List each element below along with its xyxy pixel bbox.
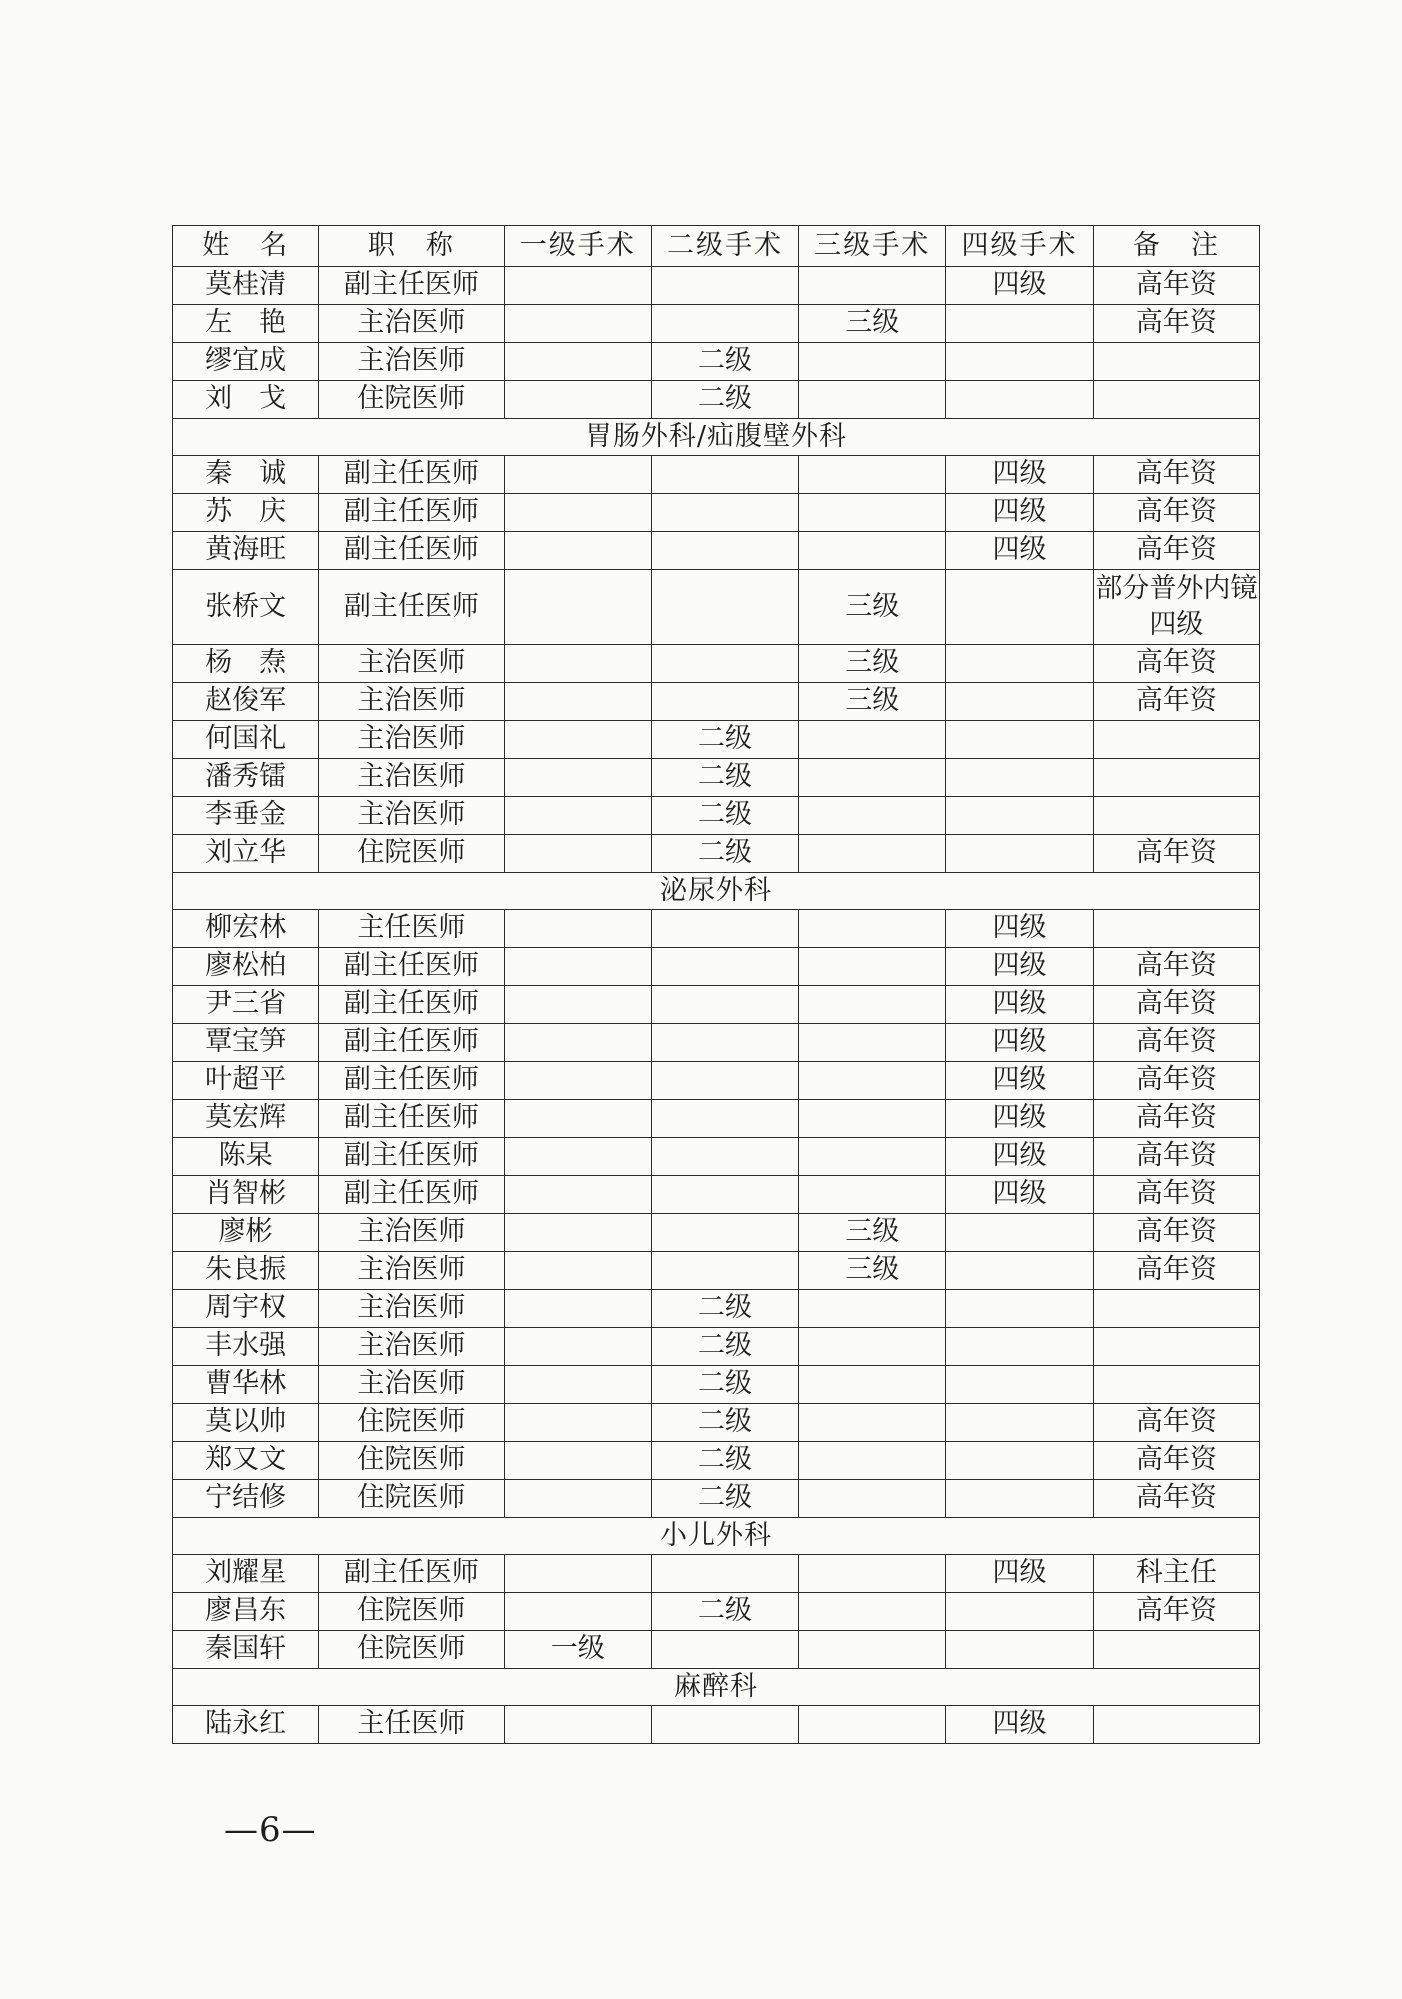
page-number: —6—	[224, 1810, 317, 1850]
header-title: 职 称	[319, 226, 504, 267]
title-cell: 住院医师	[319, 1480, 504, 1518]
level-2-cell	[651, 910, 798, 948]
title-cell: 住院医师	[319, 835, 504, 873]
table-row	[173, 1024, 1260, 1062]
level-3-cell: 三级	[799, 683, 946, 721]
level-1-cell	[504, 1100, 651, 1138]
level-1-cell	[504, 381, 651, 419]
level-1-cell	[504, 797, 651, 835]
title-cell: 副主任医师	[319, 456, 504, 494]
level-4-cell	[946, 305, 1093, 343]
name-cell: 丰水强	[173, 1328, 319, 1366]
title-cell: 主治医师	[319, 759, 504, 797]
title-cell: 主治医师	[319, 797, 504, 835]
name-cell: 柳宏林	[173, 910, 319, 948]
table-row	[173, 570, 1260, 645]
title-cell: 住院医师	[319, 1593, 504, 1631]
level-2-cell	[651, 948, 798, 986]
level-1-cell	[504, 1442, 651, 1480]
level-2-cell	[651, 645, 798, 683]
table-row	[173, 305, 1260, 343]
level-2-cell: 二级	[651, 343, 798, 381]
note-cell	[1093, 1706, 1259, 1744]
name-cell: 宁结修	[173, 1480, 319, 1518]
title-cell: 主治医师	[319, 1290, 504, 1328]
note-cell: 高年资	[1093, 1214, 1259, 1252]
note-cell: 高年资	[1093, 267, 1259, 305]
level-1-cell	[504, 683, 651, 721]
table-row	[173, 267, 1260, 305]
level-2-cell	[651, 532, 798, 570]
level-1-cell	[504, 494, 651, 532]
level-4-cell	[946, 343, 1093, 381]
table-row	[173, 1593, 1260, 1631]
level-4-cell	[946, 1366, 1093, 1404]
level-3-cell	[799, 986, 946, 1024]
level-2-cell	[651, 1555, 798, 1593]
level-1-cell	[504, 532, 651, 570]
level-1-cell	[504, 1328, 651, 1366]
level-3-cell	[799, 1138, 946, 1176]
level-3-cell: 三级	[799, 645, 946, 683]
note-cell	[1093, 759, 1259, 797]
note-cell: 高年资	[1093, 948, 1259, 986]
level-1-cell	[504, 835, 651, 873]
section-title: 麻醉科	[173, 1669, 1260, 1706]
note-cell: 高年资	[1093, 1442, 1259, 1480]
level-2-cell	[651, 1062, 798, 1100]
surgeon-authorization-table	[172, 225, 1260, 1744]
title-cell: 副主任医师	[319, 1138, 504, 1176]
level-2-cell	[651, 1138, 798, 1176]
table-row	[173, 532, 1260, 570]
table-row	[173, 683, 1260, 721]
level-4-cell: 四级	[946, 532, 1093, 570]
level-4-cell	[946, 721, 1093, 759]
level-1-cell	[504, 343, 651, 381]
note-cell: 高年资	[1093, 1100, 1259, 1138]
level-3-cell: 三级	[799, 570, 946, 645]
level-2-cell: 二级	[651, 1290, 798, 1328]
name-cell: 张桥文	[173, 570, 319, 645]
level-3-cell: 三级	[799, 1252, 946, 1290]
name-cell: 刘 戈	[173, 381, 319, 419]
title-cell: 主任医师	[319, 1706, 504, 1744]
table-row	[173, 1631, 1260, 1669]
level-3-cell	[799, 910, 946, 948]
title-cell: 副主任医师	[319, 267, 504, 305]
title-cell: 副主任医师	[319, 1176, 504, 1214]
name-cell: 陈杲	[173, 1138, 319, 1176]
level-4-cell	[946, 1631, 1093, 1669]
title-cell: 主任医师	[319, 910, 504, 948]
level-2-cell	[651, 305, 798, 343]
name-cell: 廖昌东	[173, 1593, 319, 1631]
note-cell	[1093, 1290, 1259, 1328]
table-row	[173, 1214, 1260, 1252]
name-cell: 莫宏辉	[173, 1100, 319, 1138]
level-1-cell	[504, 1252, 651, 1290]
level-1-cell	[504, 1555, 651, 1593]
level-4-cell: 四级	[946, 456, 1093, 494]
title-cell: 住院医师	[319, 1631, 504, 1669]
name-cell: 何国礼	[173, 721, 319, 759]
table-row	[173, 456, 1260, 494]
level-3-cell	[799, 1593, 946, 1631]
table-row	[173, 1366, 1260, 1404]
note-cell	[1093, 343, 1259, 381]
note-cell: 高年资	[1093, 1062, 1259, 1100]
title-cell: 主治医师	[319, 721, 504, 759]
level-2-cell	[651, 1214, 798, 1252]
level-3-cell	[799, 1480, 946, 1518]
note-cell: 高年资	[1093, 456, 1259, 494]
level-4-cell	[946, 683, 1093, 721]
title-cell: 副主任医师	[319, 986, 504, 1024]
level-2-cell: 二级	[651, 1366, 798, 1404]
table-row	[173, 1404, 1260, 1442]
name-cell: 朱良振	[173, 1252, 319, 1290]
note-cell: 高年资	[1093, 1176, 1259, 1214]
level-2-cell: 二级	[651, 1442, 798, 1480]
level-3-cell	[799, 759, 946, 797]
level-2-cell: 二级	[651, 721, 798, 759]
title-cell: 住院医师	[319, 381, 504, 419]
level-4-cell	[946, 1290, 1093, 1328]
table-row	[173, 948, 1260, 986]
level-1-cell	[504, 570, 651, 645]
level-4-cell: 四级	[946, 948, 1093, 986]
level-2-cell: 二级	[651, 759, 798, 797]
table-row	[173, 1555, 1260, 1593]
level-3-cell	[799, 721, 946, 759]
level-4-cell	[946, 759, 1093, 797]
level-2-cell: 二级	[651, 797, 798, 835]
note-cell: 高年资	[1093, 645, 1259, 683]
table-row	[173, 343, 1260, 381]
level-3-cell	[799, 456, 946, 494]
level-2-cell	[651, 570, 798, 645]
header-level-4: 四级手术	[946, 226, 1093, 267]
title-cell: 主治医师	[319, 343, 504, 381]
note-cell: 高年资	[1093, 835, 1259, 873]
level-3-cell	[799, 494, 946, 532]
level-1-cell	[504, 1214, 651, 1252]
level-3-cell	[799, 1555, 946, 1593]
level-2-cell	[651, 494, 798, 532]
level-1-cell	[504, 267, 651, 305]
name-cell: 秦 诚	[173, 456, 319, 494]
note-cell: 高年资	[1093, 986, 1259, 1024]
title-cell: 副主任医师	[319, 570, 504, 645]
note-cell: 高年资	[1093, 1252, 1259, 1290]
level-4-cell	[946, 645, 1093, 683]
level-1-cell	[504, 1062, 651, 1100]
level-4-cell	[946, 1593, 1093, 1631]
section-header-row	[173, 873, 1260, 910]
name-cell: 莫以帅	[173, 1404, 319, 1442]
level-3-cell	[799, 343, 946, 381]
table-row	[173, 1176, 1260, 1214]
header-note: 备 注	[1093, 226, 1259, 267]
level-4-cell	[946, 1328, 1093, 1366]
table-row	[173, 645, 1260, 683]
title-cell: 主治医师	[319, 683, 504, 721]
level-3-cell	[799, 1442, 946, 1480]
title-cell: 副主任医师	[319, 532, 504, 570]
table-row	[173, 1252, 1260, 1290]
level-3-cell	[799, 797, 946, 835]
level-3-cell	[799, 948, 946, 986]
table-header-row	[173, 226, 1260, 267]
level-4-cell: 四级	[946, 986, 1093, 1024]
note-cell: 高年资	[1093, 305, 1259, 343]
table-row	[173, 721, 1260, 759]
level-1-cell	[504, 1593, 651, 1631]
title-cell: 主治医师	[319, 1366, 504, 1404]
level-4-cell	[946, 1442, 1093, 1480]
name-cell: 郑又文	[173, 1442, 319, 1480]
note-cell	[1093, 721, 1259, 759]
header-level-1: 一级手术	[504, 226, 651, 267]
name-cell: 陆永红	[173, 1706, 319, 1744]
level-1-cell	[504, 1366, 651, 1404]
name-cell: 苏 庆	[173, 494, 319, 532]
name-cell: 刘耀星	[173, 1555, 319, 1593]
title-cell: 主治医师	[319, 1252, 504, 1290]
level-2-cell: 二级	[651, 1593, 798, 1631]
note-cell	[1093, 1328, 1259, 1366]
table-row	[173, 1480, 1260, 1518]
level-2-cell: 二级	[651, 1480, 798, 1518]
name-cell: 周宇权	[173, 1290, 319, 1328]
level-1-cell	[504, 910, 651, 948]
level-1-cell	[504, 721, 651, 759]
level-2-cell	[651, 1100, 798, 1138]
level-2-cell	[651, 1631, 798, 1669]
name-cell: 潘秀镭	[173, 759, 319, 797]
level-4-cell	[946, 835, 1093, 873]
level-4-cell	[946, 570, 1093, 645]
level-3-cell	[799, 1024, 946, 1062]
level-3-cell: 三级	[799, 1214, 946, 1252]
level-1-cell	[504, 1706, 651, 1744]
level-1-cell	[504, 1024, 651, 1062]
table-row	[173, 797, 1260, 835]
section-title: 胃肠外科/疝腹壁外科	[173, 419, 1260, 456]
level-1-cell	[504, 1176, 651, 1214]
note-cell	[1093, 1631, 1259, 1669]
table-body	[173, 267, 1260, 1744]
level-3-cell: 三级	[799, 305, 946, 343]
table-row	[173, 1328, 1260, 1366]
level-1-cell	[504, 1138, 651, 1176]
table-row	[173, 759, 1260, 797]
level-2-cell	[651, 683, 798, 721]
level-4-cell: 四级	[946, 267, 1093, 305]
level-1-cell: 一级	[504, 1631, 651, 1669]
level-4-cell: 四级	[946, 1706, 1093, 1744]
level-4-cell: 四级	[946, 494, 1093, 532]
table-row	[173, 1442, 1260, 1480]
name-cell: 刘立华	[173, 835, 319, 873]
level-1-cell	[504, 948, 651, 986]
title-cell: 主治医师	[319, 1328, 504, 1366]
level-3-cell	[799, 1706, 946, 1744]
table-row	[173, 986, 1260, 1024]
title-cell: 主治医师	[319, 645, 504, 683]
name-cell: 廖彬	[173, 1214, 319, 1252]
title-cell: 主治医师	[319, 1214, 504, 1252]
level-3-cell	[799, 1290, 946, 1328]
level-4-cell: 四级	[946, 1100, 1093, 1138]
table-row	[173, 1100, 1260, 1138]
section-title: 小儿外科	[173, 1518, 1260, 1555]
level-2-cell: 二级	[651, 835, 798, 873]
level-2-cell	[651, 267, 798, 305]
level-3-cell	[799, 532, 946, 570]
level-3-cell	[799, 381, 946, 419]
level-2-cell	[651, 986, 798, 1024]
name-cell: 莫桂清	[173, 267, 319, 305]
level-3-cell	[799, 1062, 946, 1100]
level-4-cell: 四级	[946, 1062, 1093, 1100]
level-2-cell: 二级	[651, 381, 798, 419]
note-cell	[1093, 797, 1259, 835]
level-2-cell: 二级	[651, 1328, 798, 1366]
level-1-cell	[504, 456, 651, 494]
note-cell	[1093, 381, 1259, 419]
title-cell: 副主任医师	[319, 948, 504, 986]
level-4-cell	[946, 1404, 1093, 1442]
note-cell: 高年资	[1093, 532, 1259, 570]
name-cell: 左 艳	[173, 305, 319, 343]
level-2-cell	[651, 1706, 798, 1744]
table-row	[173, 1062, 1260, 1100]
level-2-cell	[651, 1024, 798, 1062]
note-cell: 高年资	[1093, 1480, 1259, 1518]
level-2-cell	[651, 1252, 798, 1290]
note-cell: 高年资	[1093, 1024, 1259, 1062]
name-cell: 黄海旺	[173, 532, 319, 570]
name-cell: 缪宜成	[173, 343, 319, 381]
name-cell: 李垂金	[173, 797, 319, 835]
note-cell: 高年资	[1093, 1593, 1259, 1631]
level-3-cell	[799, 1366, 946, 1404]
level-4-cell: 四级	[946, 1555, 1093, 1593]
level-4-cell: 四级	[946, 910, 1093, 948]
level-4-cell: 四级	[946, 1138, 1093, 1176]
table-row	[173, 910, 1260, 948]
name-cell: 曹华林	[173, 1366, 319, 1404]
level-1-cell	[504, 1480, 651, 1518]
name-cell: 叶超平	[173, 1062, 319, 1100]
note-cell	[1093, 910, 1259, 948]
header-level-2: 二级手术	[651, 226, 798, 267]
title-cell: 副主任医师	[319, 494, 504, 532]
name-cell: 廖松柏	[173, 948, 319, 986]
level-3-cell	[799, 1404, 946, 1442]
level-4-cell	[946, 1214, 1093, 1252]
note-cell: 科主任	[1093, 1555, 1259, 1593]
level-3-cell	[799, 1328, 946, 1366]
level-4-cell: 四级	[946, 1024, 1093, 1062]
name-cell: 尹三省	[173, 986, 319, 1024]
level-4-cell	[946, 1480, 1093, 1518]
title-cell: 副主任医师	[319, 1100, 504, 1138]
level-3-cell	[799, 1100, 946, 1138]
title-cell: 主治医师	[319, 305, 504, 343]
level-1-cell	[504, 645, 651, 683]
title-cell: 副主任医师	[319, 1555, 504, 1593]
title-cell: 住院医师	[319, 1404, 504, 1442]
name-cell: 杨 焘	[173, 645, 319, 683]
note-cell: 高年资	[1093, 683, 1259, 721]
name-cell: 赵俊军	[173, 683, 319, 721]
table-row	[173, 835, 1260, 873]
title-cell: 副主任医师	[319, 1024, 504, 1062]
table-row	[173, 1706, 1260, 1744]
note-cell: 高年资	[1093, 494, 1259, 532]
section-title: 泌尿外科	[173, 873, 1260, 910]
name-cell: 覃宝笋	[173, 1024, 319, 1062]
title-cell: 副主任医师	[319, 1062, 504, 1100]
level-1-cell	[504, 986, 651, 1024]
level-3-cell	[799, 1176, 946, 1214]
level-3-cell	[799, 835, 946, 873]
table-row	[173, 494, 1260, 532]
section-header-row	[173, 1669, 1260, 1706]
table-row	[173, 1290, 1260, 1328]
level-1-cell	[504, 1404, 651, 1442]
note-cell: 部分普外内镜四级	[1093, 570, 1259, 645]
note-cell: 高年资	[1093, 1138, 1259, 1176]
level-1-cell	[504, 759, 651, 797]
level-3-cell	[799, 1631, 946, 1669]
section-header-row	[173, 419, 1260, 456]
level-1-cell	[504, 305, 651, 343]
name-cell: 秦国轩	[173, 1631, 319, 1669]
section-header-row	[173, 1518, 1260, 1555]
level-4-cell: 四级	[946, 1176, 1093, 1214]
header-name: 姓 名	[173, 226, 319, 267]
note-cell: 高年资	[1093, 1404, 1259, 1442]
level-3-cell	[799, 267, 946, 305]
level-2-cell: 二级	[651, 1404, 798, 1442]
name-cell: 肖智彬	[173, 1176, 319, 1214]
level-4-cell	[946, 797, 1093, 835]
table-row	[173, 1138, 1260, 1176]
title-cell: 住院医师	[319, 1442, 504, 1480]
level-4-cell	[946, 381, 1093, 419]
table-row	[173, 381, 1260, 419]
level-4-cell	[946, 1252, 1093, 1290]
level-1-cell	[504, 1290, 651, 1328]
level-2-cell	[651, 1176, 798, 1214]
level-2-cell	[651, 456, 798, 494]
header-level-3: 三级手术	[799, 226, 946, 267]
note-cell	[1093, 1366, 1259, 1404]
